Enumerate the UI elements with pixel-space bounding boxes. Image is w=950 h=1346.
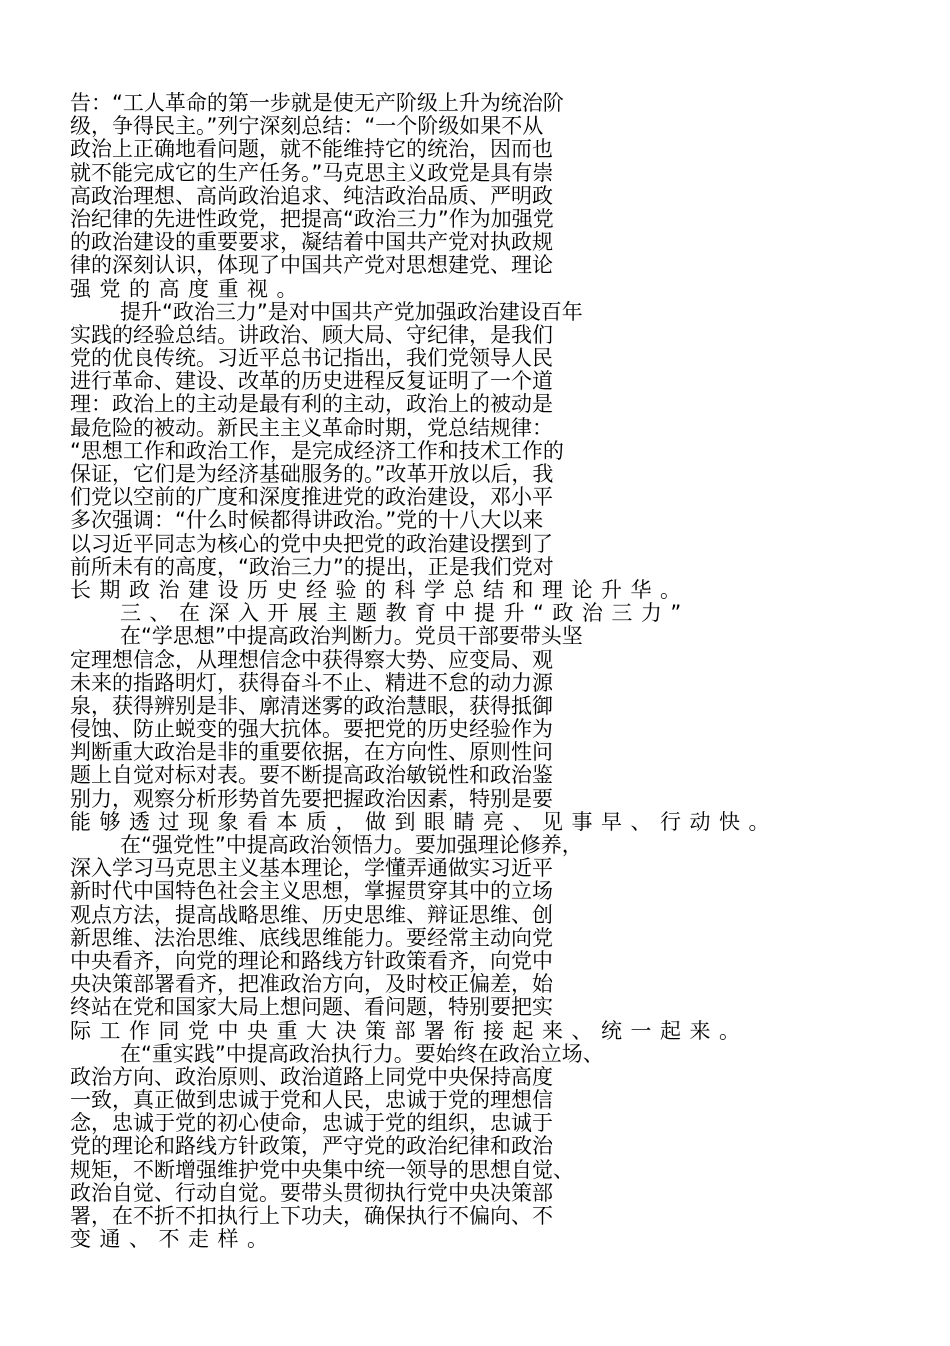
text-line [70, 788, 870, 811]
text-line [70, 1020, 870, 1043]
line-text: 的政治建设的重要要求，凝结着中国共产党对执政规 [70, 230, 553, 255]
line-text: 一致，真正做到忠诚于党和人民，忠诚于党的理想信 [70, 1088, 553, 1113]
text-line [70, 162, 870, 185]
line-text: 进行革命、建设、改革的历史进程反复证明了一个道 [70, 369, 553, 394]
line-text: 能够透过现象看本质，做到眼睛亮、见事早、行动快。 [70, 809, 778, 834]
text-line [70, 533, 870, 556]
text-line [70, 1228, 870, 1251]
line-text: 级，争得民主。”列宁深刻总结：“一个阶级如果不从 [70, 114, 544, 139]
paragraph-start-line [70, 602, 870, 625]
line-text: 告：“工人革命的第一步就是使无产阶级上升为统治阶 [70, 91, 564, 115]
text-line [70, 393, 870, 416]
line-text: 最危险的被动。新民主主义革命时期，党总结规律： [70, 415, 553, 440]
text-line [70, 695, 870, 718]
line-text: 判断重大政治是非的重要依据，在方向性、原则性问 [70, 740, 553, 765]
line-text: 前所未有的高度，“政治三力”的提出，正是我们党对 [70, 554, 554, 579]
text-line [70, 1112, 870, 1135]
line-text: 政治方向、政治原则、政治道路上同党中央保持高度 [70, 1064, 553, 1089]
line-text: 政治自觉、行动自觉。要带头贯彻执行党中央决策部 [70, 1180, 553, 1205]
paragraph-start-line [70, 834, 870, 857]
text-line [70, 927, 870, 950]
text-line [70, 764, 870, 787]
line-text: 念，忠诚于党的初心使命，忠诚于党的组织，忠诚于 [70, 1111, 553, 1136]
line-text: 律的深刻认识，体现了中国共产党对思想建党、理论 [70, 253, 553, 278]
line-text: 规矩，不断增强维护党中央集中统一领导的思想自觉、 [70, 1157, 574, 1182]
text-line [70, 509, 870, 532]
line-text: 实践的经验总结。讲政治、顾大局、守纪律，是我们 [70, 322, 553, 347]
line-text: 泉，获得辨别是非、廓清迷雾的政治慧眼，获得抵御 [70, 693, 553, 718]
text-line [70, 579, 870, 602]
line-text: 别力，观察分析形势首先要把握政治因素，特别是要 [70, 786, 553, 811]
line-text: 长期政治建设历史经验的科学总结和理论升华。 [70, 577, 690, 602]
line-text: 新时代中国特色社会主义思想，掌握贯穿其中的立场 [70, 879, 553, 904]
line-text: 在“重实践”中提高政治执行力。要始终在政治立场、 [120, 1041, 604, 1066]
text-line [70, 185, 870, 208]
line-text: 提升“政治三力”是对中国共产党加强政治建设百年 [120, 299, 583, 324]
text-line [70, 718, 870, 741]
line-text: 变通、不走样。 [70, 1227, 277, 1252]
text-line [70, 996, 870, 1019]
line-text: 高政治理想、高尚政治追求、纯洁政治品质、严明政 [70, 183, 553, 208]
line-text: 党的优良传统。习近平总书记指出，我们党领导人民 [70, 346, 553, 371]
text-line [70, 486, 870, 509]
text-line [70, 347, 870, 370]
line-text: 三、在深入开展主题教育中提升“政治三力” [120, 601, 690, 626]
paragraph-start-line [70, 301, 870, 324]
line-text: 观点方法，提高战略思维、历史思维、辩证思维、创 [70, 902, 553, 927]
line-text: 理：政治上的主动是最有利的主动，政治上的被动是 [70, 392, 553, 417]
line-text: 央决策部署看齐，把准政治方向，及时校正偏差，始 [70, 972, 553, 997]
line-text: 终站在党和国家大局上想问题、看问题，特别要把实 [70, 995, 553, 1020]
text-line [70, 254, 870, 277]
text-line [70, 672, 870, 695]
text-line [70, 1159, 870, 1182]
text-line [70, 231, 870, 254]
line-text: 党的理论和路线方针政策，严守党的政治纪律和政治 [70, 1134, 553, 1159]
text-line [70, 880, 870, 903]
line-text: 题上自觉对标对表。要不断提高政治敏锐性和政治鉴 [70, 763, 553, 788]
text-line [70, 463, 870, 486]
text-line [70, 1205, 870, 1228]
line-text: 深入学习马克思主义基本理论，学懂弄通做实习近平 [70, 856, 553, 881]
text-line [70, 92, 870, 115]
text-line [70, 857, 870, 880]
text-line [70, 138, 870, 161]
text-line [70, 649, 870, 672]
text-line [70, 811, 870, 834]
line-text: 治纪律的先进性政党，把提高“政治三力”作为加强党 [70, 206, 554, 231]
text-line [70, 1066, 870, 1089]
text-line [70, 973, 870, 996]
line-text: 际工作同党中央重大决策部署衔接起来、统一起来。 [70, 1018, 749, 1043]
line-text: 中央看齐，向党的理论和路线方针政策看齐，向党中 [70, 948, 553, 973]
line-text: 保证，它们是为经济基础服务的。”改革开放以后，我 [70, 462, 554, 486]
paragraph-start-line [70, 625, 870, 648]
line-text: 未来的指路明灯，获得奋斗不止、精进不怠的动力源 [70, 670, 553, 695]
text-line [70, 950, 870, 973]
text-line [70, 440, 870, 463]
text-line [70, 1135, 870, 1158]
text-line [70, 115, 870, 138]
line-text: 强党的高度重视。 [70, 276, 306, 301]
line-text: 定理想信念，从理想信念中获得察大势、应变局、观 [70, 647, 553, 672]
line-text: “思想工作和政治工作，是完成经济工作和技术工作的 [70, 438, 564, 463]
text-line [70, 208, 870, 231]
line-text: 以习近平同志为核心的党中央把党的政治建设摆到了 [70, 531, 553, 556]
line-text: 在“强党性”中提高政治领悟力。要加强理论修养， [120, 833, 583, 857]
line-text: 新思维、法治思维、底线思维能力。要经常主动向党 [70, 925, 553, 950]
text-line [70, 278, 870, 301]
text-line [70, 370, 870, 393]
paragraph-start-line [70, 1043, 870, 1066]
line-text: 侵蚀、防止蜕变的强大抗体。要把党的历史经验作为 [70, 717, 553, 742]
text-line [70, 1089, 870, 1112]
line-text: 在“学思想”中提高政治判断力。党员干部要带头坚 [120, 624, 583, 649]
line-text: 们党以空前的广度和深度推进党的政治建设，邓小平 [70, 485, 553, 510]
document-page [70, 92, 870, 1251]
text-line [70, 1182, 870, 1205]
line-text: 政治上正确地看问题，就不能维持它的统治，因而也 [70, 137, 553, 162]
text-line [70, 417, 870, 440]
line-text: 就不能完成它的生产任务。”马克思主义政党是具有崇 [70, 160, 554, 185]
text-line [70, 904, 870, 927]
line-text: 署，在不折不扣执行上下功夫，确保执行不偏向、不 [70, 1204, 553, 1228]
line-text: 多次强调：“什么时候都得讲政治。”党的十八大以来 [70, 508, 544, 533]
text-line [70, 741, 870, 764]
text-line [70, 556, 870, 579]
text-line [70, 324, 870, 347]
